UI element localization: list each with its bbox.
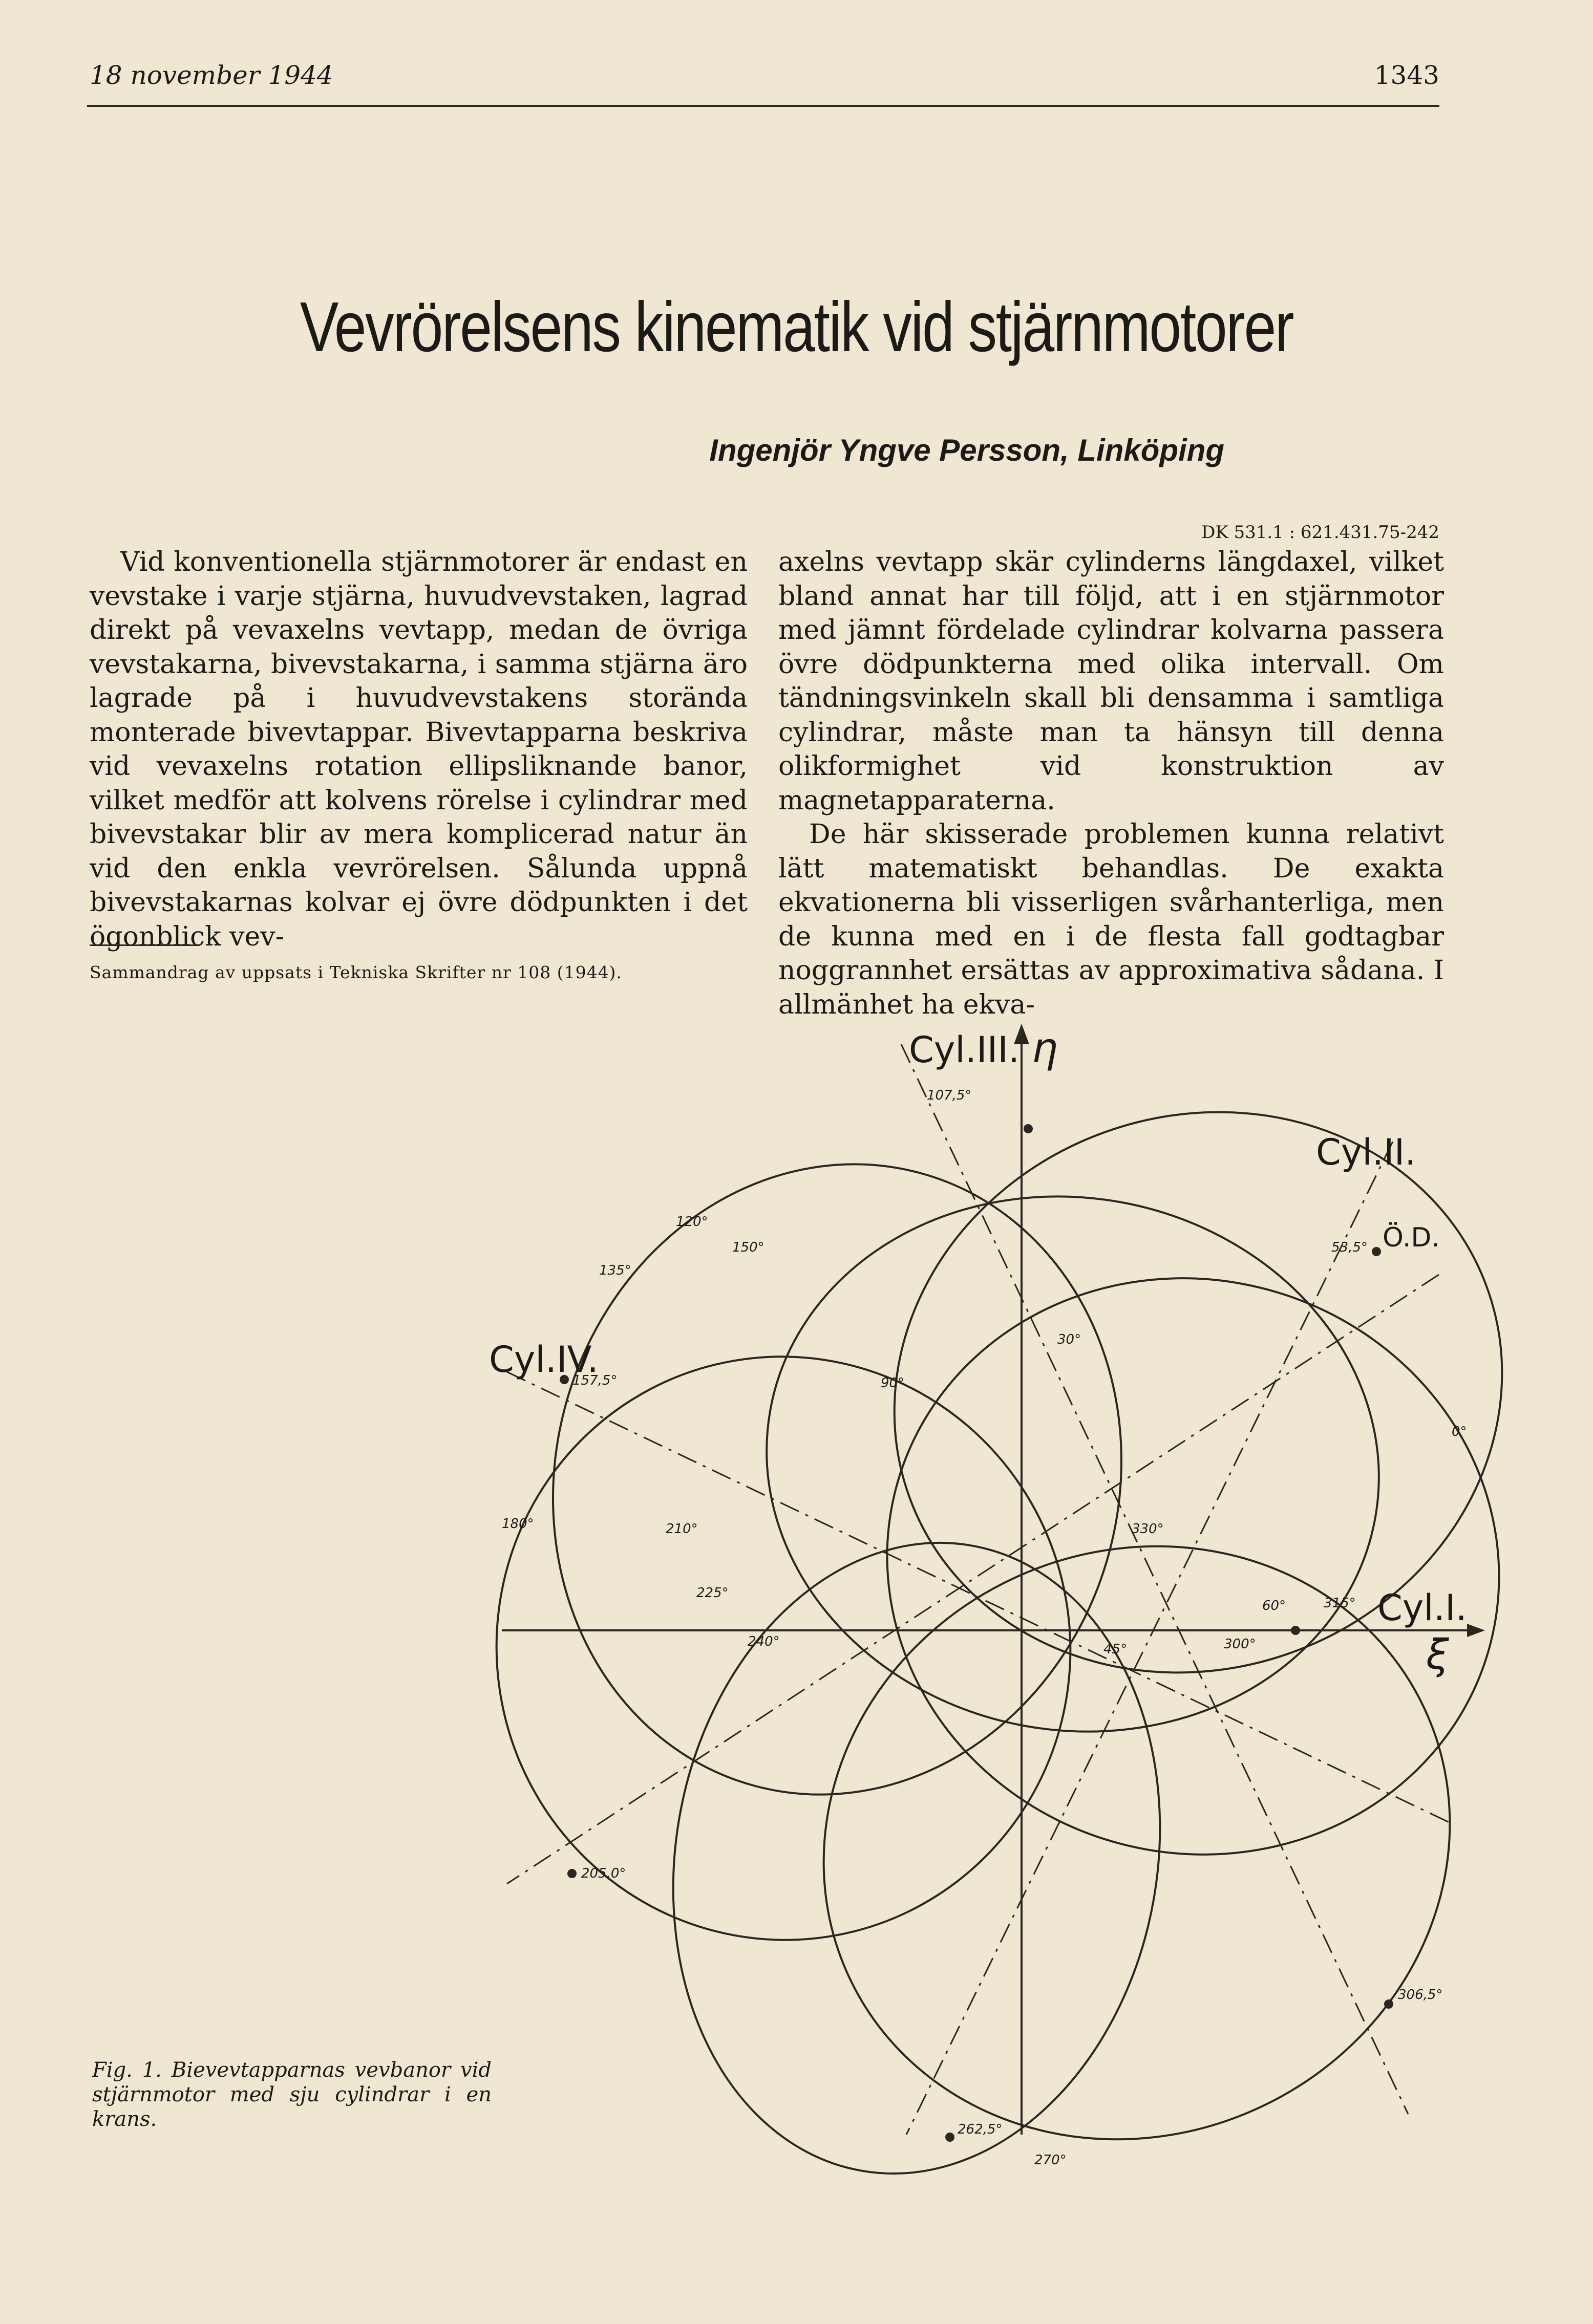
angle-label: 30° [1057,1332,1081,1347]
angle-label: 157,5° [572,1373,618,1388]
article-title: Vevrörelsens kinematik vid stjärnmotorer [300,288,1293,367]
cyl-axis [906,1142,1393,2135]
dead-center-point [1384,1999,1393,2009]
dead-center-point [1372,1247,1381,1256]
angle-label: 107,5° [927,1088,972,1103]
angle-label: 90° [881,1375,905,1391]
angle-label: 306,5° [1398,1987,1443,2003]
right-paragraph-2: De här skisserade problemen kunna relativt lätt matematiskt behandlas. De exakta ekvationerna bli visserligen svårhanterliga, men de kunna med en i de flesta fall godtagbar noggrannhet ersättas av approximativa sådana. I allmänhet ha ekva- [778,819,1444,1020]
cyl-axis [507,1372,1449,1822]
header-date: 18 november 1944 [90,60,333,90]
angle-label: 315° [1324,1596,1356,1611]
crank-path-ellipse [815,1027,1581,1757]
cyl-label-i: Cyl.I. [1377,1587,1467,1629]
od-label: Ö.D. [1383,1222,1440,1253]
angle-label: 210° [666,1521,698,1537]
angle-label: 120° [676,1214,708,1230]
page-number: 1343 [1374,60,1439,90]
crank-path-ellipse [724,1149,1421,1780]
cyl-axis [901,1044,1408,2114]
crank-path-ellipse [624,1504,1208,2212]
dead-center-point [1291,1626,1300,1635]
crank-path-ellipse [822,1210,1564,1923]
dead-center-point [945,2133,954,2142]
angle-label: 0° [1452,1424,1467,1439]
angle-label: 60° [1262,1598,1286,1613]
angle-label: 53,5° [1331,1240,1368,1255]
angle-label: 262,5° [958,2122,1003,2137]
angle-label: 150° [732,1240,764,1255]
xi-arrow [1467,1624,1485,1637]
left-paragraph: Vid konventionella stjärnmotorer är endast en vevstake i varje stjärna, huvudvevstaken, lagrad direkt på vevaxelns vevtapp, medan de övriga vevstakarna, bivevstakarna, i samma stjärna äro lagrade på i huvudvevstakens storända monterade bivevtappar. Bivevtapparna beskriva vid vevaxelns rotation ellipsliknande banor, vilket medför att kolvens rörelse i cylindrar med bivevstakar blir av mera komplicerad natur än vid den enkla vevrörelsen. Sålunda uppnå bivevstakarnas kolvar ej övre dödpunkten i det ögonblick vev- [90,547,748,952]
angle-label: 225° [696,1585,729,1601]
dead-center-point [567,1869,577,1878]
angle-label: 330° [1132,1521,1164,1537]
article-author: Ingenjör Yngve Persson, Linköping [709,433,1224,467]
crank-path-ellipse [451,1311,1117,1985]
crank-path-ellipse [483,1100,1191,1859]
cyl-label-ii: Cyl.II. [1316,1131,1416,1173]
eta-label: η [1032,1024,1058,1072]
footnote: Sammandrag av uppsats i Tekniska Skrifter nr 108 (1944). [90,962,622,982]
angle-label: 300° [1224,1637,1256,1652]
angle-label: 205,0° [581,1866,626,1881]
angle-label: 240° [748,1634,780,1649]
angle-label: 270° [1034,2153,1067,2168]
right-paragraph-1: axelns vevtapp skär cylinderns längdaxel, vilket bland annat har till följd, att i en stjärnmotor med jämnt fördelade cylindrar kolvarna passera övre dödpunkterna med olika intervall. Om tändningsvinkeln skall bli densamma i samtliga cylindrar, måste man ta hänsyn till denna olikformighet vid konstruktion av magnetapparaterna. [778,547,1444,816]
angle-label: 135° [599,1263,631,1278]
angle-label: 45° [1103,1642,1128,1657]
cyl-label-iii: Cyl.III. [909,1029,1020,1071]
figure-caption: Fig. 1. Bievevtapparnas vevbanor vid stjärnmotor med sju cylindrar i en krans. [92,2058,492,2131]
dk-classification: DK 531.1 : 621.431.75-242 [1201,522,1439,543]
xi-label: ξ [1426,1631,1449,1679]
angle-label: 180° [502,1516,534,1532]
cyl-label-iv: Cyl.IV. [489,1339,599,1381]
dead-center-point [1024,1124,1033,1133]
